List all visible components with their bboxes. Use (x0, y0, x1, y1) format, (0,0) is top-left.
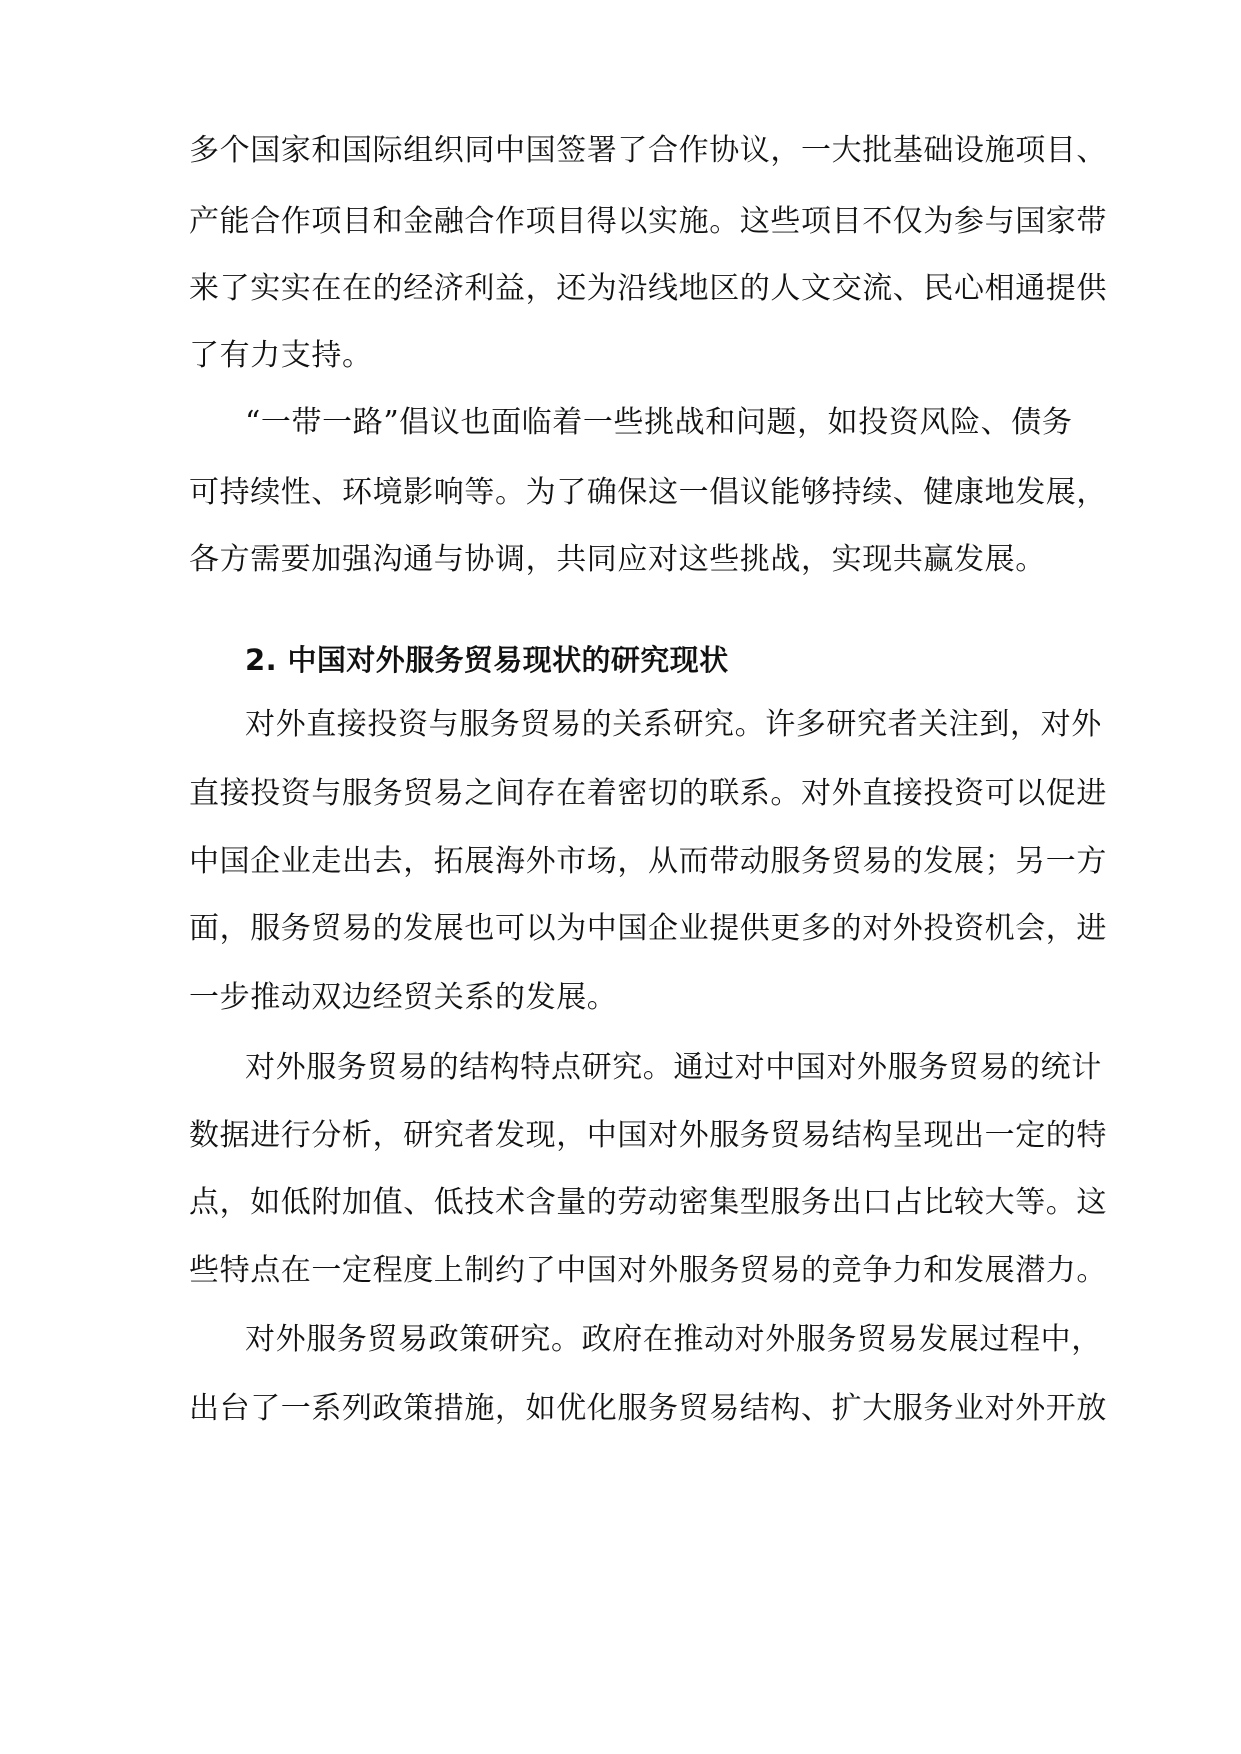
paragraph-line: 了有力支持。 (189, 338, 373, 373)
paragraph-line: 数据进行分析，研究者发现，中国对外服务贸易结构呈现出一定的特 (189, 1118, 1107, 1153)
paragraph-line: 出台了一系列政策措施，如优化服务贸易结构、扩大服务业对外开放 (189, 1391, 1107, 1426)
paragraph-line: 对外服务贸易的结构特点研究。通过对中国对外服务贸易的统计 (245, 1050, 1102, 1085)
paragraph-line: “一带一路”倡议也面临着一些挑战和问题，如投资风险、债务 (245, 405, 1073, 440)
paragraph-line: 对外直接投资与服务贸易的关系研究。许多研究者关注到，对外 (245, 707, 1102, 742)
paragraph-line: 多个国家和国际组织同中国签署了合作协议，一大批基础设施项目、 (189, 133, 1107, 168)
paragraph-line: 些特点在一定程度上制约了中国对外服务贸易的竞争力和发展潜力。 (189, 1253, 1107, 1288)
paragraph-line: 面，服务贸易的发展也可以为中国企业提供更多的对外投资机会，进 (189, 911, 1107, 946)
paragraph-line: 对外服务贸易政策研究。政府在推动对外服务贸易发展过程中， (245, 1322, 1102, 1357)
paragraph-line: 产能合作项目和金融合作项目得以实施。这些项目不仅为参与国家带 (189, 204, 1107, 239)
paragraph-line: 中国企业走出去，拓展海外市场，从而带动服务贸易的发展；另一方 (189, 844, 1107, 879)
section-heading: 2. 中国对外服务贸易现状的研究现状 (245, 643, 729, 677)
paragraph-line: 来了实实在在的经济利益，还为沿线地区的人文交流、民心相通提供 (189, 271, 1107, 306)
paragraph-line: 直接投资与服务贸易之间存在着密切的联系。对外直接投资可以促进 (189, 776, 1107, 811)
paragraph-line: 一步推动双边经贸关系的发展。 (189, 980, 618, 1015)
paragraph-line: 各方需要加强沟通与协调，共同应对这些挑战，实现共赢发展。 (189, 542, 1046, 577)
paragraph-line: 可持续性、环境影响等。为了确保这一倡议能够持续、健康地发展， (189, 475, 1107, 510)
paragraph-line: 点，如低附加值、低技术含量的劳动密集型服务出口占比较大等。这 (189, 1185, 1107, 1220)
